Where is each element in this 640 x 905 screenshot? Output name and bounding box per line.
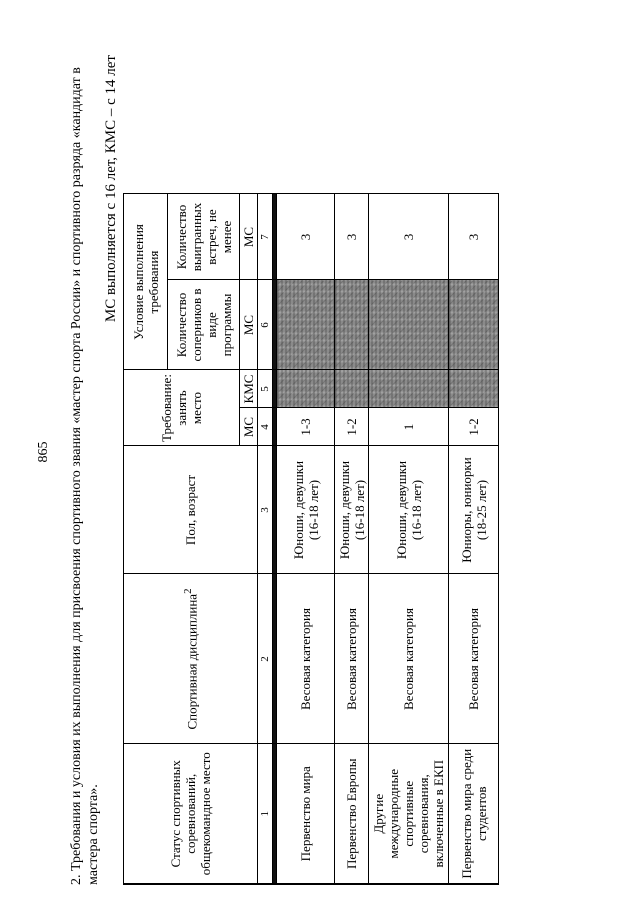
cell-wins-ms: 3 (449, 194, 499, 280)
table-row (335, 194, 369, 884)
page-number: 865 (36, 441, 51, 463)
cell-age: Юноши, девушки (16-18 лет) (277, 446, 335, 574)
cell-discipline: Весовая категория (369, 574, 449, 744)
cell-status: Другие международные спортивные соревнования, включенные в ЕКП (369, 744, 449, 884)
cell-wins-ms: 3 (277, 194, 335, 280)
header-wins: Количество выигранных встреч, не менее (168, 194, 240, 280)
cell-age: Юноши, девушки (16-18 лет) (369, 446, 449, 574)
col-number: 7 (258, 194, 273, 280)
col-number: 3 (258, 446, 273, 574)
cell-status: Первенство Европы (335, 744, 369, 884)
header-status: Статус спортивных соревнований, общекомандное место (124, 744, 258, 884)
col-number: 5 (258, 370, 273, 408)
cell-age: Юноши, девушки (16-18 лет) (335, 446, 369, 574)
header-discipline-text: Спортивная дисциплина (184, 593, 200, 730)
header-rivals-ms: МС (240, 280, 258, 370)
col-number: 6 (258, 280, 273, 370)
header-requirement: Требование: занять место (124, 370, 240, 446)
cell-discipline: Весовая категория (335, 574, 369, 744)
cell-wins-ms: 3 (335, 194, 369, 280)
cell-shaded (449, 370, 499, 408)
section-heading: 2. Требования и условия их выполнения для присвоения спортивного звания «мастер спорта России» и спортивного разряда «кандидат в мастера спорта». (69, 67, 101, 885)
cell-shaded (335, 370, 369, 408)
table-row (369, 194, 449, 884)
header-place-kms: КМС (240, 370, 258, 408)
cell-status: Первенство мира (277, 744, 335, 884)
cell-wins-ms: 3 (369, 194, 449, 280)
cell-place-ms: 1-2 (335, 408, 369, 446)
header-wins-ms: МС (240, 194, 258, 280)
col-number: 2 (258, 574, 273, 744)
header-conditions: Условие выполнения требования (124, 194, 168, 370)
table-row (277, 194, 335, 884)
cell-shaded (277, 370, 335, 408)
cell-discipline: Весовая категория (449, 574, 499, 744)
requirements-table (123, 194, 499, 886)
table-row (449, 194, 499, 884)
cell-status: Первенство мира среди студентов (449, 744, 499, 884)
col-number: 4 (258, 408, 273, 446)
cell-discipline: Весовая категория (277, 574, 335, 744)
cell-place-ms: 1-3 (277, 408, 335, 446)
header-discipline (124, 574, 258, 744)
header-place-ms: МС (240, 408, 258, 446)
cell-shaded (369, 370, 449, 408)
footnote-marker: 2 (182, 588, 195, 594)
cell-shaded (369, 280, 449, 370)
cell-shaded (449, 280, 499, 370)
cell-age: Юниоры, юниорки (18-25 лет) (449, 446, 499, 574)
age-note: МС выполняется с 16 лет, КМС – с 14 лет (103, 55, 119, 323)
col-number: 1 (258, 744, 273, 884)
header-age: Пол, возраст (124, 446, 258, 574)
cell-shaded (277, 280, 335, 370)
cell-shaded (335, 280, 369, 370)
header-rivals: Количество соперников в виде программы (168, 280, 240, 370)
cell-place-ms: 1-2 (449, 408, 499, 446)
cell-place-ms: 1 (369, 408, 449, 446)
